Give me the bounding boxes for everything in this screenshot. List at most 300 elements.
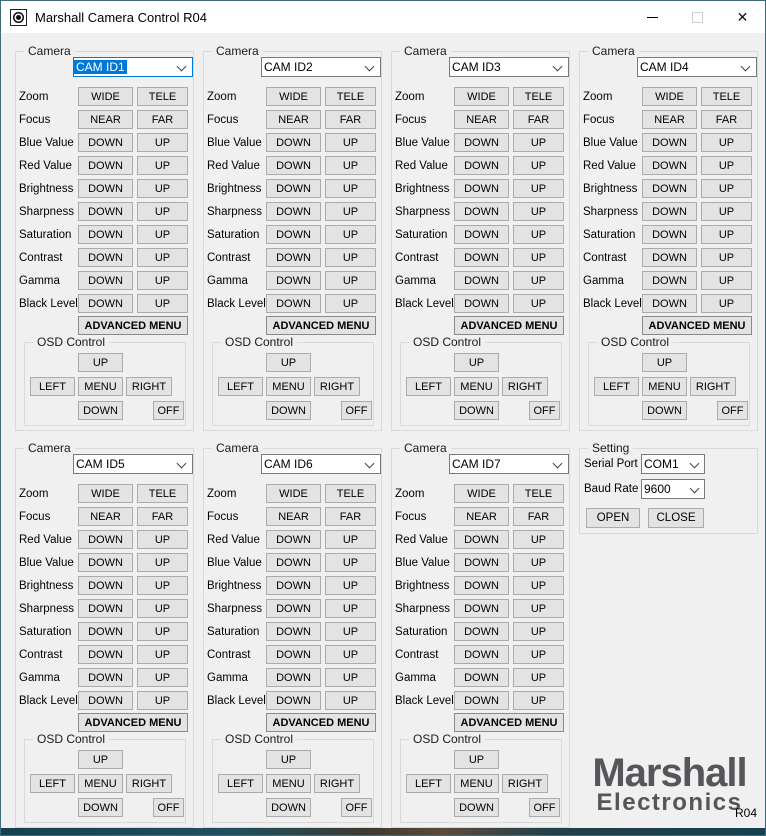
advanced-menu-button[interactable]: ADVANCED MENU bbox=[78, 316, 188, 335]
control-left-button[interactable]: DOWN bbox=[454, 179, 509, 198]
control-left-button[interactable]: DOWN bbox=[266, 622, 321, 641]
control-right-button[interactable]: UP bbox=[701, 225, 752, 244]
osd-group-label: OSD Control bbox=[33, 335, 109, 349]
control-label: Zoom bbox=[19, 90, 49, 103]
control-row bbox=[392, 689, 569, 712]
control-label: Zoom bbox=[395, 90, 425, 103]
control-right-button[interactable]: UP bbox=[137, 179, 188, 198]
control-row bbox=[204, 108, 381, 131]
control-row bbox=[392, 482, 569, 505]
control-right-button[interactable]: UP bbox=[325, 156, 376, 175]
control-left-button[interactable]: DOWN bbox=[454, 202, 509, 221]
control-left-button[interactable]: DOWN bbox=[266, 156, 321, 175]
osd-menu-button[interactable]: MENU bbox=[266, 377, 311, 396]
control-left-button[interactable]: DOWN bbox=[454, 622, 509, 641]
camera-panel bbox=[15, 44, 194, 431]
control-left-button[interactable]: DOWN bbox=[78, 271, 133, 290]
osd-group-label: OSD Control bbox=[409, 335, 485, 349]
control-left-button[interactable]: DOWN bbox=[78, 133, 133, 152]
control-label: Zoom bbox=[207, 487, 237, 500]
control-right-button[interactable]: UP bbox=[137, 576, 188, 595]
cam-id-select[interactable] bbox=[637, 57, 757, 77]
serial-port-label: Serial Port bbox=[584, 458, 638, 470]
control-left-button[interactable]: DOWN bbox=[266, 225, 321, 244]
control-right-button[interactable]: UP bbox=[325, 622, 376, 641]
control-left-button[interactable]: DOWN bbox=[266, 179, 321, 198]
control-right-button[interactable]: UP bbox=[701, 156, 752, 175]
control-label: Sharpness bbox=[583, 205, 638, 218]
advanced-menu-button[interactable]: ADVANCED MENU bbox=[454, 713, 564, 732]
control-left-button[interactable]: WIDE bbox=[266, 87, 321, 106]
close-icon: ✕ bbox=[736, 9, 749, 25]
control-right-button[interactable]: FAR bbox=[137, 507, 188, 526]
control-right-button[interactable]: UP bbox=[137, 271, 188, 290]
serial-port-row bbox=[580, 454, 757, 474]
control-left-button[interactable]: WIDE bbox=[454, 484, 509, 503]
control-label: Red Value bbox=[19, 533, 72, 546]
osd-menu-button[interactable]: MENU bbox=[78, 774, 123, 793]
osd-menu-button[interactable]: MENU bbox=[454, 377, 499, 396]
osd-left-button[interactable]: LEFT bbox=[30, 774, 75, 793]
control-right-button[interactable]: UP bbox=[137, 668, 188, 687]
control-label: Brightness bbox=[395, 182, 450, 195]
minimize-button[interactable] bbox=[630, 1, 675, 33]
control-row bbox=[16, 574, 193, 597]
control-right-button[interactable]: UP bbox=[325, 530, 376, 549]
control-label: Black Level bbox=[19, 297, 78, 310]
control-right-button[interactable]: TELE bbox=[513, 484, 564, 503]
osd-down-button[interactable]: DOWN bbox=[78, 798, 123, 817]
camera-group-label: Camera bbox=[24, 44, 75, 58]
control-right-button[interactable]: FAR bbox=[701, 110, 752, 129]
camera-panel bbox=[391, 441, 570, 828]
cam-id-select[interactable] bbox=[449, 57, 569, 77]
osd-group-label: OSD Control bbox=[33, 732, 109, 746]
control-left-button[interactable]: DOWN bbox=[78, 294, 133, 313]
control-row bbox=[580, 85, 757, 108]
control-right-button[interactable]: UP bbox=[137, 553, 188, 572]
control-right-button[interactable]: UP bbox=[513, 576, 564, 595]
control-right-button[interactable]: UP bbox=[513, 668, 564, 687]
control-right-button[interactable]: UP bbox=[325, 553, 376, 572]
osd-left-button[interactable]: LEFT bbox=[30, 377, 75, 396]
control-label: Gamma bbox=[207, 274, 248, 287]
control-row bbox=[204, 85, 381, 108]
control-right-button[interactable]: TELE bbox=[137, 87, 188, 106]
control-left-button[interactable]: DOWN bbox=[454, 294, 509, 313]
control-right-button[interactable]: UP bbox=[701, 248, 752, 267]
advanced-menu-button[interactable]: ADVANCED MENU bbox=[266, 713, 376, 732]
cam-id-select[interactable] bbox=[261, 57, 381, 77]
osd-down-button[interactable]: DOWN bbox=[642, 401, 687, 420]
control-right-button[interactable]: UP bbox=[325, 668, 376, 687]
osd-menu-button[interactable]: MENU bbox=[454, 774, 499, 793]
osd-control-group bbox=[212, 732, 374, 823]
cam-id-select[interactable] bbox=[73, 57, 193, 77]
osd-right-button[interactable]: RIGHT bbox=[314, 774, 360, 793]
osd-down-button[interactable]: DOWN bbox=[266, 401, 311, 420]
control-left-button[interactable]: NEAR bbox=[454, 507, 509, 526]
control-right-button[interactable]: UP bbox=[513, 271, 564, 290]
osd-group-label: OSD Control bbox=[221, 335, 297, 349]
cam-id-value: CAM ID1 bbox=[76, 60, 125, 74]
control-left-button[interactable]: DOWN bbox=[78, 645, 133, 664]
osd-right-button[interactable]: RIGHT bbox=[126, 377, 172, 396]
control-label: Saturation bbox=[207, 625, 260, 638]
osd-down-button[interactable]: DOWN bbox=[78, 401, 123, 420]
control-left-button[interactable]: NEAR bbox=[642, 110, 697, 129]
control-row bbox=[580, 177, 757, 200]
control-left-button[interactable]: DOWN bbox=[78, 691, 133, 710]
control-row bbox=[392, 177, 569, 200]
advanced-menu-button[interactable]: ADVANCED MENU bbox=[266, 316, 376, 335]
osd-right-button[interactable]: RIGHT bbox=[314, 377, 360, 396]
control-left-button[interactable]: WIDE bbox=[642, 87, 697, 106]
control-right-button[interactable]: UP bbox=[513, 622, 564, 641]
control-right-button[interactable]: UP bbox=[513, 248, 564, 267]
control-left-button[interactable]: DOWN bbox=[642, 133, 697, 152]
control-left-button[interactable]: DOWN bbox=[266, 599, 321, 618]
control-left-button[interactable]: DOWN bbox=[78, 530, 133, 549]
advanced-menu-button[interactable]: ADVANCED MENU bbox=[642, 316, 752, 335]
control-left-button[interactable]: DOWN bbox=[454, 668, 509, 687]
control-row bbox=[16, 269, 193, 292]
osd-control-group bbox=[588, 335, 750, 426]
control-row bbox=[204, 154, 381, 177]
control-row bbox=[16, 154, 193, 177]
control-right-button[interactable]: FAR bbox=[137, 110, 188, 129]
cam-id-select[interactable] bbox=[261, 454, 381, 474]
control-row bbox=[204, 551, 381, 574]
osd-off-button[interactable]: OFF bbox=[341, 401, 372, 420]
control-left-button[interactable]: NEAR bbox=[78, 110, 133, 129]
control-left-button[interactable]: DOWN bbox=[266, 668, 321, 687]
control-right-button[interactable]: UP bbox=[325, 645, 376, 664]
control-right-button[interactable]: UP bbox=[701, 271, 752, 290]
control-left-button[interactable]: DOWN bbox=[266, 248, 321, 267]
control-left-button[interactable]: WIDE bbox=[78, 484, 133, 503]
control-left-button[interactable]: DOWN bbox=[266, 530, 321, 549]
control-label: Brightness bbox=[19, 182, 74, 195]
control-label: Contrast bbox=[207, 648, 251, 661]
control-left-button[interactable]: DOWN bbox=[266, 133, 321, 152]
osd-up-button[interactable]: UP bbox=[266, 353, 311, 372]
osd-right-button[interactable]: RIGHT bbox=[502, 774, 548, 793]
control-right-button[interactable]: UP bbox=[137, 622, 188, 641]
setting-group-label: Setting bbox=[588, 441, 633, 455]
control-label: Zoom bbox=[207, 90, 237, 103]
control-right-button[interactable]: UP bbox=[513, 294, 564, 313]
osd-off-button[interactable]: OFF bbox=[341, 798, 372, 817]
control-right-button[interactable]: UP bbox=[137, 530, 188, 549]
control-right-button[interactable]: UP bbox=[325, 599, 376, 618]
control-row bbox=[16, 108, 193, 131]
control-right-button[interactable]: UP bbox=[513, 133, 564, 152]
control-left-button[interactable]: NEAR bbox=[266, 110, 321, 129]
advanced-menu-button[interactable]: ADVANCED MENU bbox=[78, 713, 188, 732]
control-label: Sharpness bbox=[207, 602, 262, 615]
control-label: Brightness bbox=[19, 579, 74, 592]
control-left-button[interactable]: DOWN bbox=[642, 202, 697, 221]
control-row bbox=[580, 200, 757, 223]
control-right-button[interactable]: TELE bbox=[325, 484, 376, 503]
control-label: Saturation bbox=[19, 228, 72, 241]
control-right-button[interactable]: UP bbox=[325, 294, 376, 313]
control-left-button[interactable]: DOWN bbox=[454, 271, 509, 290]
control-row bbox=[16, 551, 193, 574]
control-left-button[interactable]: DOWN bbox=[266, 645, 321, 664]
status-text: R04 bbox=[734, 806, 757, 820]
control-right-button[interactable]: UP bbox=[513, 645, 564, 664]
control-left-button[interactable]: DOWN bbox=[78, 668, 133, 687]
chevron-down-icon bbox=[553, 62, 563, 72]
camera-group-label: Camera bbox=[212, 44, 263, 58]
osd-left-button[interactable]: LEFT bbox=[406, 774, 451, 793]
control-label: Sharpness bbox=[207, 205, 262, 218]
osd-right-button[interactable]: RIGHT bbox=[690, 377, 736, 396]
control-label: Black Level bbox=[19, 694, 78, 707]
control-left-button[interactable]: DOWN bbox=[642, 294, 697, 313]
osd-right-button[interactable]: RIGHT bbox=[126, 774, 172, 793]
control-row bbox=[392, 269, 569, 292]
control-left-button[interactable]: DOWN bbox=[266, 271, 321, 290]
control-right-button[interactable]: FAR bbox=[325, 110, 376, 129]
osd-group-label: OSD Control bbox=[597, 335, 673, 349]
control-right-button[interactable]: UP bbox=[137, 294, 188, 313]
control-right-button[interactable]: UP bbox=[701, 294, 752, 313]
control-label: Black Level bbox=[207, 694, 266, 707]
control-right-button[interactable]: FAR bbox=[513, 110, 564, 129]
control-row bbox=[580, 292, 757, 315]
control-left-button[interactable]: DOWN bbox=[78, 622, 133, 641]
control-label: Gamma bbox=[19, 274, 60, 287]
control-left-button[interactable]: DOWN bbox=[642, 179, 697, 198]
control-left-button[interactable]: DOWN bbox=[454, 576, 509, 595]
control-label: Zoom bbox=[19, 487, 49, 500]
control-left-button[interactable]: NEAR bbox=[266, 507, 321, 526]
control-right-button[interactable]: UP bbox=[137, 691, 188, 710]
control-left-button[interactable]: DOWN bbox=[266, 691, 321, 710]
control-row bbox=[392, 223, 569, 246]
control-label: Focus bbox=[19, 113, 51, 126]
control-right-button[interactable]: UP bbox=[137, 133, 188, 152]
osd-left-button[interactable]: LEFT bbox=[594, 377, 639, 396]
control-left-button[interactable]: DOWN bbox=[78, 202, 133, 221]
osd-down-button[interactable]: DOWN bbox=[454, 401, 499, 420]
control-right-button[interactable]: UP bbox=[137, 156, 188, 175]
baud-rate-select[interactable] bbox=[641, 479, 705, 499]
osd-group-label: OSD Control bbox=[409, 732, 485, 746]
camera-group-label: Camera bbox=[212, 441, 263, 455]
control-right-button[interactable]: UP bbox=[325, 576, 376, 595]
control-right-button[interactable]: UP bbox=[513, 691, 564, 710]
control-label: Contrast bbox=[19, 648, 63, 661]
control-right-button[interactable]: FAR bbox=[513, 507, 564, 526]
app-icon bbox=[10, 9, 27, 26]
cam-id-select[interactable] bbox=[73, 454, 193, 474]
control-left-button[interactable]: DOWN bbox=[454, 248, 509, 267]
control-row bbox=[580, 223, 757, 246]
control-left-button[interactable]: DOWN bbox=[454, 553, 509, 572]
advanced-menu-button[interactable]: ADVANCED MENU bbox=[454, 316, 564, 335]
osd-left-button[interactable]: LEFT bbox=[406, 377, 451, 396]
osd-up-button[interactable]: UP bbox=[78, 353, 123, 372]
osd-up-button[interactable]: UP bbox=[78, 750, 123, 769]
control-right-button[interactable]: UP bbox=[137, 599, 188, 618]
control-label: Sharpness bbox=[395, 602, 450, 615]
control-left-button[interactable]: DOWN bbox=[266, 576, 321, 595]
control-label: Contrast bbox=[395, 251, 439, 264]
control-right-button[interactable]: UP bbox=[701, 133, 752, 152]
client-area bbox=[1, 33, 765, 828]
control-left-button[interactable]: DOWN bbox=[78, 179, 133, 198]
control-right-button[interactable]: UP bbox=[701, 179, 752, 198]
control-left-button[interactable]: DOWN bbox=[454, 156, 509, 175]
control-row bbox=[392, 620, 569, 643]
control-right-button[interactable]: UP bbox=[137, 248, 188, 267]
marshall-logo bbox=[581, 751, 758, 816]
control-right-button[interactable]: UP bbox=[701, 202, 752, 221]
osd-down-button[interactable]: DOWN bbox=[454, 798, 499, 817]
control-right-button[interactable]: UP bbox=[137, 645, 188, 664]
control-left-button[interactable]: DOWN bbox=[454, 530, 509, 549]
camera-panel bbox=[203, 44, 382, 431]
serial-port-select[interactable] bbox=[641, 454, 705, 474]
control-left-button[interactable]: DOWN bbox=[454, 599, 509, 618]
control-left-button[interactable]: DOWN bbox=[454, 691, 509, 710]
control-left-button[interactable]: DOWN bbox=[78, 156, 133, 175]
control-label: Contrast bbox=[583, 251, 627, 264]
control-row bbox=[392, 643, 569, 666]
control-row bbox=[204, 597, 381, 620]
control-label: Gamma bbox=[395, 671, 436, 684]
control-right-button[interactable]: UP bbox=[137, 225, 188, 244]
camera-panel bbox=[203, 441, 382, 828]
osd-right-button[interactable]: RIGHT bbox=[502, 377, 548, 396]
control-row bbox=[392, 597, 569, 620]
control-right-button[interactable]: UP bbox=[325, 133, 376, 152]
control-label: Focus bbox=[583, 113, 615, 126]
control-right-button[interactable]: TELE bbox=[701, 87, 752, 106]
cam-id-value: CAM ID3 bbox=[452, 60, 501, 74]
control-left-button[interactable]: WIDE bbox=[454, 87, 509, 106]
control-right-button[interactable]: UP bbox=[325, 202, 376, 221]
control-right-button[interactable]: UP bbox=[513, 225, 564, 244]
control-left-button[interactable]: DOWN bbox=[642, 271, 697, 290]
control-left-button[interactable]: DOWN bbox=[78, 248, 133, 267]
control-left-button[interactable]: WIDE bbox=[78, 87, 133, 106]
control-right-button[interactable]: UP bbox=[325, 271, 376, 290]
osd-off-button[interactable]: OFF bbox=[717, 401, 748, 420]
control-left-button[interactable]: DOWN bbox=[78, 225, 133, 244]
control-row bbox=[204, 505, 381, 528]
control-label: Gamma bbox=[395, 274, 436, 287]
control-left-button[interactable]: NEAR bbox=[454, 110, 509, 129]
control-right-button[interactable]: UP bbox=[325, 691, 376, 710]
control-left-button[interactable]: DOWN bbox=[454, 645, 509, 664]
osd-off-button[interactable]: OFF bbox=[153, 401, 184, 420]
control-right-button[interactable]: UP bbox=[325, 248, 376, 267]
control-right-button[interactable]: UP bbox=[513, 179, 564, 198]
close-button[interactable] bbox=[720, 1, 765, 33]
control-right-button[interactable]: UP bbox=[513, 530, 564, 549]
control-right-button[interactable]: UP bbox=[513, 156, 564, 175]
control-left-button[interactable]: DOWN bbox=[642, 225, 697, 244]
osd-up-button[interactable]: UP bbox=[642, 353, 687, 372]
control-left-button[interactable]: DOWN bbox=[78, 599, 133, 618]
control-left-button[interactable]: DOWN bbox=[642, 248, 697, 267]
osd-menu-button[interactable]: MENU bbox=[78, 377, 123, 396]
control-row bbox=[204, 246, 381, 269]
control-label: Sharpness bbox=[19, 602, 74, 615]
osd-up-button[interactable]: UP bbox=[266, 750, 311, 769]
osd-menu-button[interactable]: MENU bbox=[642, 377, 687, 396]
osd-left-button[interactable]: LEFT bbox=[218, 774, 263, 793]
control-right-button[interactable]: TELE bbox=[513, 87, 564, 106]
osd-down-button[interactable]: DOWN bbox=[266, 798, 311, 817]
osd-group-label: OSD Control bbox=[221, 732, 297, 746]
control-left-button[interactable]: DOWN bbox=[266, 202, 321, 221]
osd-menu-button[interactable]: MENU bbox=[266, 774, 311, 793]
control-right-button[interactable]: UP bbox=[325, 225, 376, 244]
control-right-button[interactable]: UP bbox=[513, 599, 564, 618]
osd-up-button[interactable]: UP bbox=[454, 353, 499, 372]
control-left-button[interactable]: DOWN bbox=[78, 576, 133, 595]
control-row bbox=[392, 108, 569, 131]
logo-line2: Electronics bbox=[596, 789, 743, 816]
osd-off-button[interactable]: OFF bbox=[529, 798, 560, 817]
camera-panel bbox=[579, 44, 758, 431]
control-left-button[interactable]: DOWN bbox=[78, 553, 133, 572]
control-right-button[interactable]: TELE bbox=[137, 484, 188, 503]
control-left-button[interactable]: DOWN bbox=[454, 225, 509, 244]
control-left-button[interactable]: DOWN bbox=[266, 294, 321, 313]
control-left-button[interactable]: DOWN bbox=[454, 133, 509, 152]
open-button[interactable]: OPEN bbox=[586, 508, 640, 528]
control-row bbox=[16, 223, 193, 246]
logo-line1: Marshall bbox=[592, 751, 747, 795]
control-label: Brightness bbox=[207, 182, 262, 195]
control-row bbox=[392, 85, 569, 108]
control-row bbox=[204, 482, 381, 505]
control-right-button[interactable]: TELE bbox=[325, 87, 376, 106]
osd-left-button[interactable]: LEFT bbox=[218, 377, 263, 396]
control-right-button[interactable]: UP bbox=[325, 179, 376, 198]
osd-off-button[interactable]: OFF bbox=[529, 401, 560, 420]
control-right-button[interactable]: UP bbox=[513, 553, 564, 572]
control-label: Gamma bbox=[19, 671, 60, 684]
cam-id-select[interactable] bbox=[449, 454, 569, 474]
control-right-button[interactable]: UP bbox=[137, 202, 188, 221]
control-left-button[interactable]: DOWN bbox=[266, 553, 321, 572]
control-label: Zoom bbox=[583, 90, 613, 103]
control-row bbox=[392, 505, 569, 528]
control-row bbox=[16, 505, 193, 528]
cam-id-value: CAM ID6 bbox=[264, 457, 313, 471]
control-left-button[interactable]: NEAR bbox=[78, 507, 133, 526]
osd-up-button[interactable]: UP bbox=[454, 750, 499, 769]
close-port-button[interactable]: CLOSE bbox=[648, 508, 704, 528]
control-right-button[interactable]: FAR bbox=[325, 507, 376, 526]
control-label: Red Value bbox=[207, 533, 260, 546]
control-right-button[interactable]: UP bbox=[513, 202, 564, 221]
osd-off-button[interactable]: OFF bbox=[153, 798, 184, 817]
control-left-button[interactable]: DOWN bbox=[642, 156, 697, 175]
control-label: Red Value bbox=[395, 159, 448, 172]
baud-rate-row bbox=[580, 479, 757, 499]
control-left-button[interactable]: WIDE bbox=[266, 484, 321, 503]
control-label: Brightness bbox=[395, 579, 450, 592]
